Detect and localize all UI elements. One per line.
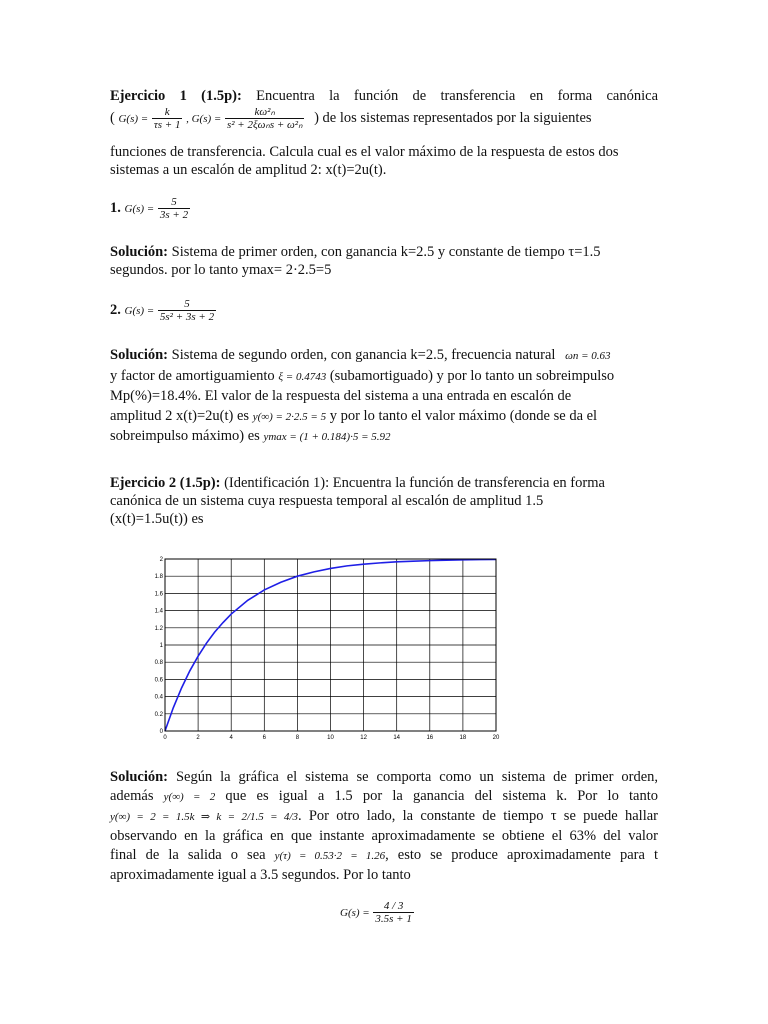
chart-grid — [165, 559, 496, 731]
ex1-intro-line3: funciones de transferencia. Calcula cual es el valor máximo de la respuesta de estos dos — [110, 144, 619, 160]
y-tick-label: 0.2 — [154, 711, 163, 718]
y-tick-label: 0 — [159, 729, 163, 735]
ex1-intro-a: Encuentra la función de transferencia en forma canónica — [256, 88, 659, 104]
ex1-intro-line1 — [110, 84, 658, 108]
y-tick-label: 2 — [159, 557, 163, 563]
x-tick-label: 6 — [262, 735, 266, 741]
ex1-intro-line4: sistemas a un escalón de amplitud 2: x(t)=2u(t). — [110, 162, 387, 178]
x-tick-label: 0 — [163, 735, 167, 741]
final-fraction: $\frac{4 / 3}{3.5s + 1}$ — [375, 900, 412, 925]
final-transfer-function: G(s) = $\frac{4 / 3}{3.5s + 1}$ — [340, 900, 412, 925]
ex1-heading: Ejercicio 1 (1.5p): — [110, 88, 242, 104]
ex1-solution1: Solución: Sistema de primer orden, con ganancia k=2.5 y constante de tiempo τ=1.5 segundos. por lo tanto ymax= 2·2.5=5 — [110, 244, 601, 278]
y-tick-label: 1.8 — [154, 574, 163, 581]
item1-fraction: $\frac{5}{3s + 2}$ — [159, 196, 189, 222]
y-tick-label: 0.4 — [154, 694, 163, 701]
y-tick-label: 0.8 — [154, 660, 163, 667]
y-tick-label: 1.4 — [154, 608, 163, 615]
canon-g1-lhs: G(s) = — [118, 113, 149, 125]
canon-g2-lhs: , G(s) = — [186, 113, 222, 125]
ex2-statement: Ejercicio 2 (1.5p): (Identificación 1): Encuentra la función de transferencia en forma canónica de un sistema cuya respuesta temporal al escalón de amplitud 1.5 (x(t)=1.5u(t)) es — [110, 475, 605, 527]
x-tick-label: 8 — [295, 735, 300, 741]
ex2-solution: Solución: Según la gráfica el sistema se comporta como un sistema de primer orden, además y(∞) = 2 que es igual a 1.5 por la ganancia del sistema k. Por lo tanto y(∞) = 2 = 1.5k ⇒ k = 2/1.5 = 4/3. Por otro lado, la constante de tiempo τ se puede hallar observando en la gráfica en que instante aproximadamente se obtiene el 63% del valor final de la salida o sea y(τ) = 0.53·2 = 1.26, esto se produce aproximadamente para t aproximadamente igual a 3.5 segundos. Por lo tanto — [110, 769, 659, 883]
ex1-intro-b: ) de los sistemas representados por la siguientes — [314, 110, 592, 126]
x-tick-label: 12 — [360, 735, 367, 741]
ex1-intro-line2: ( G(s) = $\frac{k}{\tau s + 1}$ , G(s) = $\frac{\text{kω²ₙ}}{\text{s² + 2ξωₙs + ω²ₙ}}$ ) de los sistemas representados por la siguientes — [110, 106, 592, 132]
y-tick-label: 1.6 — [154, 591, 163, 598]
step-response-chart — [150, 550, 510, 745]
x-tick-label: 20 — [492, 735, 500, 741]
x-tick-label: 16 — [426, 735, 434, 741]
ex1-solution2: Solución: Sistema de segundo orden, con ganancia k=2.5, frecuencia natural ωn = 0.63 y factor de amortiguamiento ξ = 0.4743 (subamortiguado) y por lo tanto un sobreimpulso Mp(%)=18.4%. El valor de la respuesta del sistema a una entrada en escalón de amplitud 2 x(t)=2u(t) es y(∞) = 2·2.5 = 5 y por lo tanto el valor máximo (donde se da el sobreimpulso máximo) es ymax = (1 + 0.184)·5 = 5.92 — [110, 347, 615, 444]
canon-g1-fraction: $\frac{k}{\tau s + 1}$ — [153, 106, 181, 132]
y-tick-label: 1.2 — [154, 625, 163, 632]
y-tick-label: 0.6 — [154, 677, 163, 684]
chart-ticks — [155, 557, 500, 741]
ex1-item1: 1. G(s) = $\frac{5}{3s + 2}$ — [110, 196, 189, 222]
x-tick-label: 14 — [393, 735, 401, 741]
y-tick-label: 1 — [159, 643, 163, 649]
x-tick-label: 18 — [459, 735, 467, 741]
canon-g2-fraction: $\frac{\text{kω²ₙ}}{\text{s² + 2ξωₙs + ω²ₙ}}$ — [226, 106, 303, 132]
item2-fraction: $\frac{5}{\text{5s² + 3s + 2}}$ — [159, 298, 215, 324]
x-tick-label: 2 — [196, 735, 200, 741]
x-tick-label: 10 — [327, 735, 334, 741]
x-tick-label: 4 — [229, 735, 233, 741]
ex1-item2: 2. G(s) = $\frac{5}{\text{5s² + 3s + 2}}$ — [110, 298, 215, 324]
